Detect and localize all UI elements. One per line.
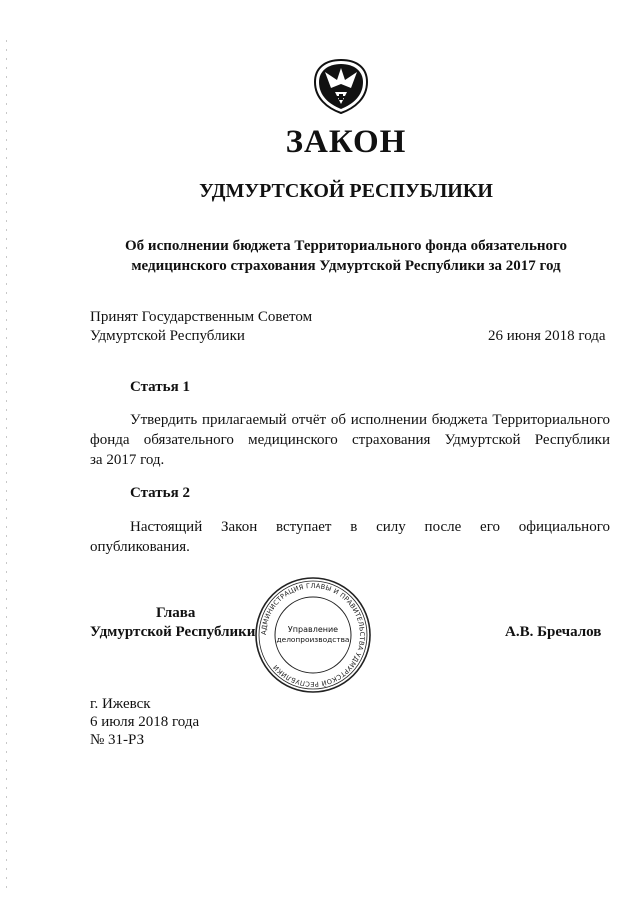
article-2-line: Настоящий Закон вступает в силу после его официального <box>130 519 610 535</box>
adoption-date: 26 июня 2018 года <box>488 328 606 344</box>
signatory-position: Глава <box>156 605 196 621</box>
signing-date: 6 июля 2018 года <box>90 714 200 730</box>
scan-edge <box>6 40 7 890</box>
signatory-name: А.В. Бречалов <box>505 624 602 640</box>
article-2-line: опубликования. <box>90 539 190 555</box>
adoption-line: Принят Государственным Советом <box>90 309 313 325</box>
law-number: № 31-РЗ <box>90 732 145 748</box>
republic-heading: УДМУРТСКОЙ РЕСПУБЛИКИ <box>199 180 493 202</box>
article-1-text <box>90 410 610 470</box>
law-title-line: Об исполнении бюджета Территориального фонда обязательного <box>125 238 567 254</box>
article-1-heading: Статья 1 <box>130 379 190 395</box>
seal-center-line: Управление <box>287 625 339 634</box>
article-2-text <box>90 517 610 557</box>
article-1-line: фонда обязательного медицинского страхования Удмуртской Республики <box>90 432 610 448</box>
coat-of-arms-emblem <box>313 58 369 114</box>
article-2-heading: Статья 2 <box>130 485 190 501</box>
seal-center-line: делопроизводства <box>276 635 350 644</box>
adoption-line: Удмуртской Республики <box>90 328 245 344</box>
article-1-line: за 2017 год. <box>90 452 165 468</box>
signing-place: г. Ижевск <box>90 696 151 712</box>
law-title <box>0 236 640 276</box>
law-heading: ЗАКОН <box>285 124 407 160</box>
signatory-position: Удмуртской Республики <box>90 624 256 640</box>
seal-ring-text: АДМИНИСТРАЦИЯ ГЛАВЫ И ПРАВИТЕЛЬСТВА УДМУРТСКОЙ РЕСПУБЛИКИ <box>259 581 367 689</box>
official-seal <box>254 576 372 694</box>
law-title-line: медицинского страхования Удмуртской Республики за 2017 год <box>131 258 561 274</box>
article-1-line: Утвердить прилагаемый отчёт об исполнении бюджета Территориального <box>130 412 610 428</box>
